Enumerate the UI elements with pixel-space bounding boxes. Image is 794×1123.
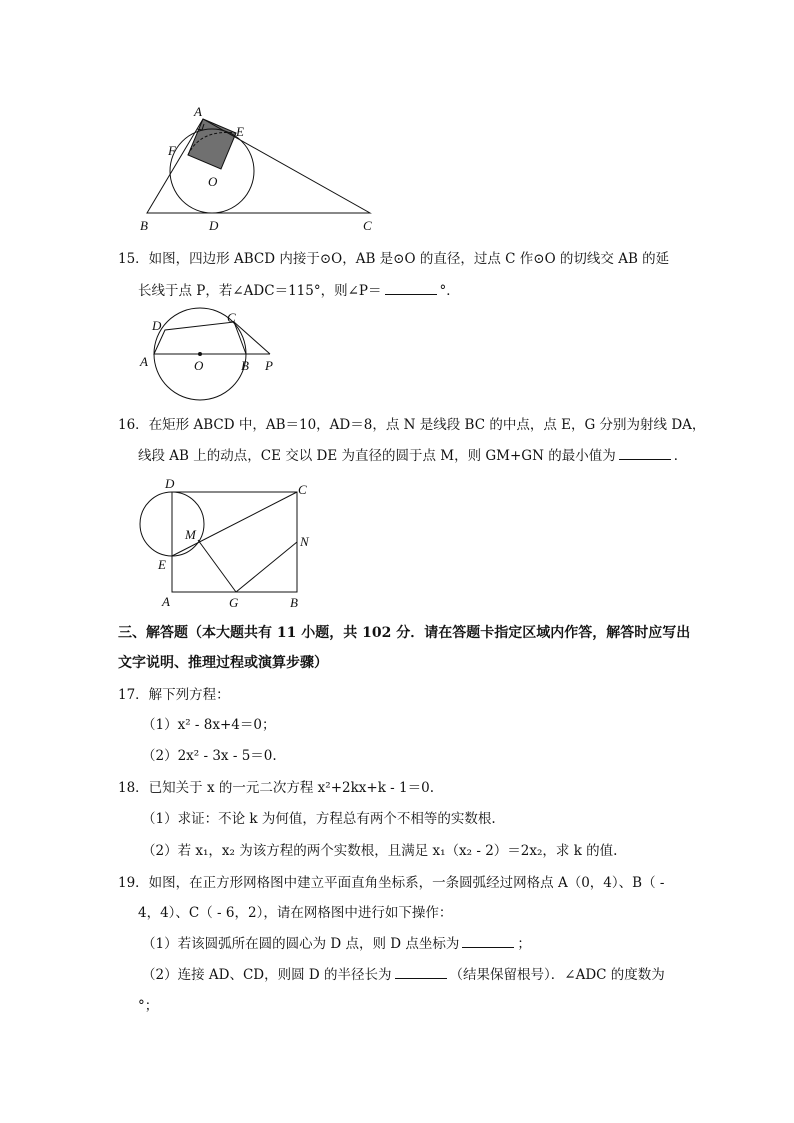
label-d: D xyxy=(209,218,219,233)
q17-part1: （1）x² - 8x+4＝0； xyxy=(142,717,276,733)
q19-radius-blank[interactable] xyxy=(395,966,447,979)
label-m: M xyxy=(185,527,196,542)
q19-coord-blank[interactable] xyxy=(462,935,514,948)
label-c: C xyxy=(363,218,372,233)
q17-part2: （2）2x² - 3x - 5＝0. xyxy=(142,748,277,764)
center-dot xyxy=(198,352,202,356)
q15-line2-end: °． xyxy=(439,283,460,299)
figure-q15 xyxy=(135,310,285,380)
label-e: E xyxy=(158,557,166,572)
label-o: O xyxy=(194,358,204,373)
q19-part2-text: （2）连接 AD、CD，则圆 D 的半径长为 xyxy=(142,967,392,983)
q18-stem: 18．已知关于 x 的一元二次方程 x²+2kx+k - 1＝0. xyxy=(118,780,434,796)
q19-part1-end: ； xyxy=(517,936,531,952)
label-b: B xyxy=(290,595,298,610)
q19-part2 xyxy=(142,966,665,984)
label-b: B xyxy=(241,358,249,373)
label-d: D xyxy=(152,318,162,333)
square-aeof xyxy=(188,119,236,169)
label-c: C xyxy=(227,310,236,325)
q16-answer-blank[interactable] xyxy=(619,447,671,460)
segment-gn xyxy=(236,542,297,592)
q17-stem: 17．解下列方程： xyxy=(118,687,230,703)
q19-part1-text: （1）若该圆弧所在圆的圆心为 D 点，则 D 点坐标为 xyxy=(142,936,460,952)
q19-line1: 19．如图，在正方形网格图中建立平面直角坐标系，一条圆弧经过网格点 A（0，4）、B（ - xyxy=(118,875,665,891)
label-a: A xyxy=(162,594,170,609)
q18-part2: （2）若 x₁，x₂ 为该方程的两个实数根，且满足 x₁（x₂ - 2）＝2x₂，求 k 的值. xyxy=(142,843,618,859)
q16-line2 xyxy=(138,447,687,465)
q19-line2: 4，4）、C（ - 6，2），请在网格图中进行如下操作： xyxy=(138,905,453,921)
segment-mg xyxy=(198,540,236,592)
rectangle-abcd xyxy=(172,492,297,592)
label-o: O xyxy=(208,174,218,189)
quad-abcd xyxy=(154,322,246,354)
figure-q14 xyxy=(130,100,390,235)
q18-part1: （1）求证：不论 k 为何值，方程总有两个不相等的实数根. xyxy=(142,811,496,827)
q19-part2-mid: （结果保留根号）．∠ADC 的度数为 xyxy=(449,967,665,983)
q15-line2 xyxy=(138,282,460,300)
segment-ce xyxy=(172,492,297,556)
q16-line1: 16．在矩形 ABCD 中，AB＝10，AD＝8，点 N 是线段 BC 的中点，点 E，G 分别为射线 DA， xyxy=(118,417,706,433)
label-e: E xyxy=(236,124,244,139)
q15-line2-text: 长线于点 P，若∠ADC＝115°，则∠P＝ xyxy=(138,283,382,299)
label-p: P xyxy=(265,358,273,373)
q16-line2-text: 线段 AB 上的动点，CE 交以 DE 为直径的圆于点 M，则 GM+GN 的最小值为 xyxy=(138,448,616,464)
q19-part1 xyxy=(142,935,531,953)
section-3-heading-cont: 文字说明、推理过程或演算步骤） xyxy=(118,655,328,671)
q15-line1: 15．如图，四边形 ABCD 内接于⊙O，AB 是⊙O 的直径，过点 C 作⊙O 的切线交 AB 的延 xyxy=(118,251,670,267)
label-c: C xyxy=(298,482,307,497)
tangent-cp xyxy=(234,322,270,354)
q19-part2-cont: °； xyxy=(138,998,159,1014)
label-b: B xyxy=(140,218,148,233)
label-a: A xyxy=(140,354,148,369)
section-3-heading: 三、解答题（本大题共有 11 小题，共 102 分．请在答题卡指定区域内作答，解答时应写出 xyxy=(118,625,691,641)
label-a: A xyxy=(194,104,202,119)
q16-line2-end: ． xyxy=(673,448,688,464)
label-g: G xyxy=(229,595,239,610)
q15-answer-blank[interactable] xyxy=(385,282,437,295)
label-n: N xyxy=(300,534,309,549)
label-f: F xyxy=(168,143,176,158)
figure-q16 xyxy=(130,474,330,614)
label-d: D xyxy=(165,476,175,491)
